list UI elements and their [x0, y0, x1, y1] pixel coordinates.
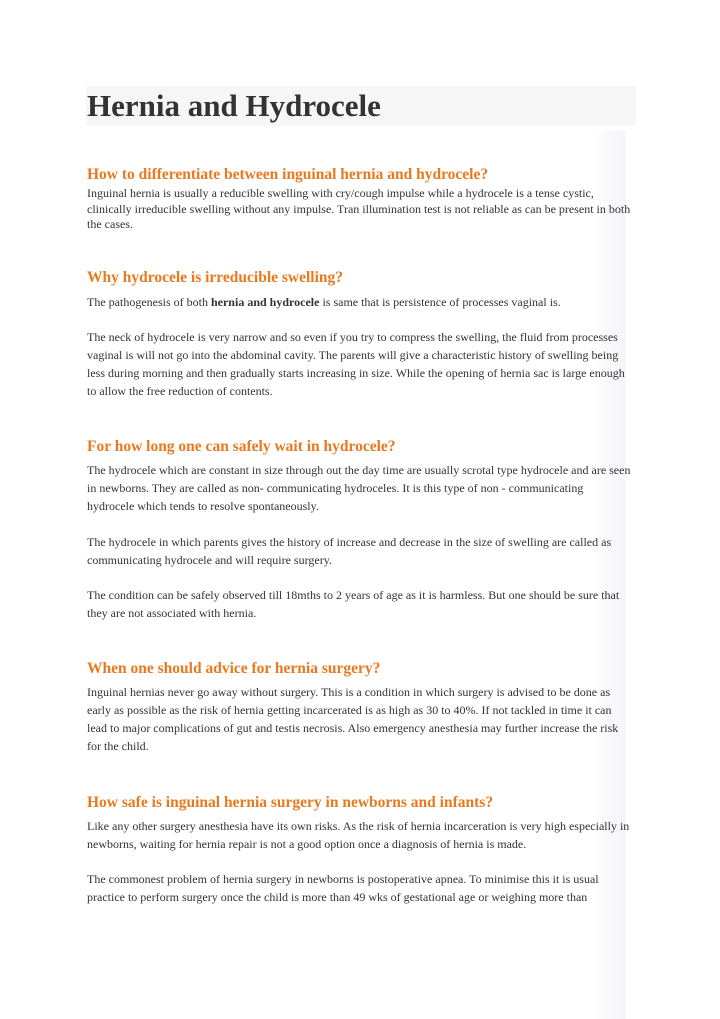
- page-title: Hernia and Hydrocele: [87, 88, 381, 123]
- section-heading-differentiate: How to differentiate between inguinal hernia and hydrocele?: [87, 166, 489, 183]
- section-paragraph: The hydrocele in which parents gives the history of increase and decrease in the size of swelling are called as communicating hydrocele and will require surgery.: [87, 535, 612, 567]
- paragraph-text: is same that is persistence of processes vaginal is.: [319, 295, 561, 309]
- paragraph-text: The pathogenesis of both: [87, 295, 211, 309]
- section-heading-advice: When one should advice for hernia surgery?: [87, 660, 381, 677]
- paragraph-bold-text: hernia and hydrocele: [210, 295, 320, 309]
- section-heading-wait: For how long one can safely wait in hydrocele?: [87, 438, 396, 455]
- section-paragraph: The neck of hydrocele is very narrow and so even if you try to compress the swelling, the fluid from processes vaginal is will not go into the abdominal cavity. The parents will give a characteristic history of swelling being less during morning and then gradually starts increasing in size. While the opening of hernia sac is large enough to allow the free reduction of contents.: [87, 330, 625, 398]
- section-paragraph: Inguinal hernias never go away without surgery. This is a condition in which surgery is advised to be done as early as possible as the risk of hernia getting incarcerated is as high as 30 to 40%. If not tackled in time it can lead to major complications of gut and testis necrosis. Also emergency anesthesia may further increase the risk for the child.: [87, 685, 619, 753]
- section-paragraph: Inguinal hernia is usually a reducible swelling with cry/cough impulse while a hydrocele is a tense cystic, clinically irreducible swelling without any impulse. Tran illumination test is not reliable as can be present in both the cases.: [87, 186, 631, 231]
- section-paragraph: The hydrocele which are constant in size through out the day time are usually scrotal type hydrocele and are seen in newborns. They are called as non- communicating hydroceles. It is this type of non - communicating hydrocele which tends to resolve spontaneously.: [87, 463, 631, 513]
- section-paragraph: The condition can be safely observed till 18mths to 2 years of age as it is harmless. But one should be sure that they are not associated with hernia.: [87, 588, 620, 620]
- section-paragraph: Like any other surgery anesthesia have its own risks. As the risk of hernia incarceration is very high especially in newborns, waiting for hernia repair is not a good option once a diagnosis of hernia is made.: [87, 819, 630, 851]
- section-heading-irreducible: Why hydrocele is irreducible swelling?: [87, 269, 344, 286]
- section-paragraph: [87, 293, 632, 311]
- section-paragraph: The commonest problem of hernia surgery in newborns is postoperative apnea. To minimise this it is usual practice to perform surgery once the child is more than 49 wks of gestational age or weighing more than: [87, 872, 599, 904]
- section-heading-safety: How safe is inguinal hernia surgery in newborns and infants?: [87, 794, 494, 811]
